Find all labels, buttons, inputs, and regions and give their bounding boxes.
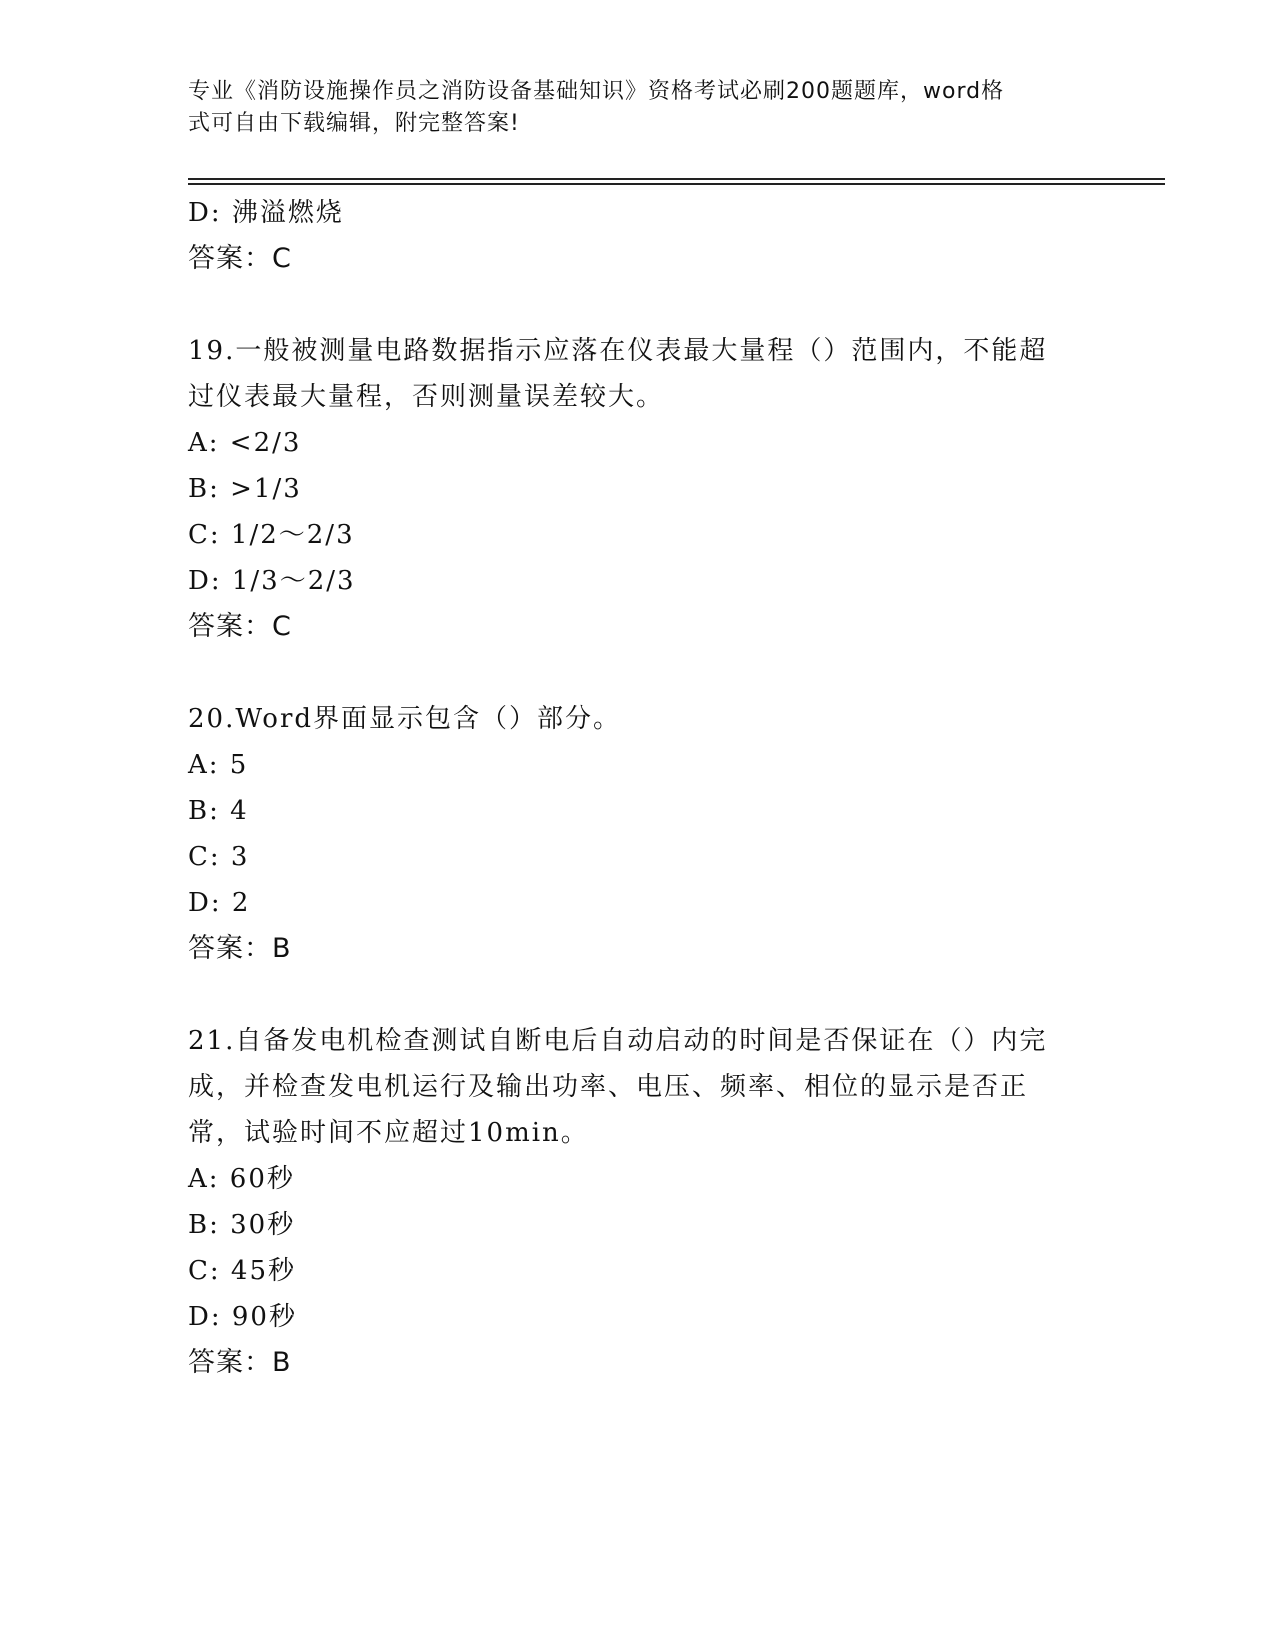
option-a: A: 5	[188, 750, 249, 780]
question-20	[188, 696, 1088, 972]
answer: 答案：B	[188, 933, 292, 964]
option-c: C: 3	[188, 842, 250, 872]
question-text-line: 19.一般被测量电路数据指示应落在仪表最大量程（）范围内，不能超	[188, 336, 1048, 366]
option-c: C: 1/2～2/3	[188, 520, 355, 550]
question-text-line: 常，试验时间不应超过10min。	[188, 1118, 589, 1148]
header-line-2: 式可自由下载编辑，附完整答案!	[188, 111, 520, 136]
option-d: D: 1/3～2/3	[188, 566, 356, 596]
question-text-line: 过仪表最大量程，否则测量误差较大。	[188, 382, 665, 412]
question-text-line: 20.Word界面显示包含（）部分。	[188, 704, 622, 734]
carryover-option-d: D: 沸溢燃烧	[188, 198, 344, 228]
option-b: B: 30秒	[188, 1210, 296, 1240]
answer: 答案：B	[188, 1347, 292, 1378]
option-d: D: 2	[188, 888, 251, 918]
option-b: B: 4	[188, 796, 249, 826]
option-d: D: 90秒	[188, 1302, 297, 1332]
question-text-line: 21.自备发电机检查测试自断电后自动启动的时间是否保证在（）内完	[188, 1026, 1048, 1056]
question-21	[188, 1018, 1088, 1386]
option-a: A: 60秒	[188, 1164, 295, 1194]
question-content	[188, 190, 1088, 1386]
option-a: A: <2/3	[188, 428, 302, 458]
question-text-line: 成，并检查发电机运行及输出功率、电压、频率、相位的显示是否正	[188, 1072, 1029, 1102]
document-header	[188, 76, 1068, 140]
option-b: B: >1/3	[188, 474, 302, 504]
option-c: C: 45秒	[188, 1256, 297, 1286]
header-divider-bottom	[188, 183, 1165, 185]
question-19	[188, 328, 1088, 650]
header-line-1: 专业《消防设施操作员之消防设备基础知识》资格考试必刷200题题库，word格	[188, 79, 1005, 104]
answer: 答案：C	[188, 611, 292, 642]
carryover-answer: 答案：C	[188, 243, 292, 274]
header-divider-top	[188, 178, 1165, 180]
